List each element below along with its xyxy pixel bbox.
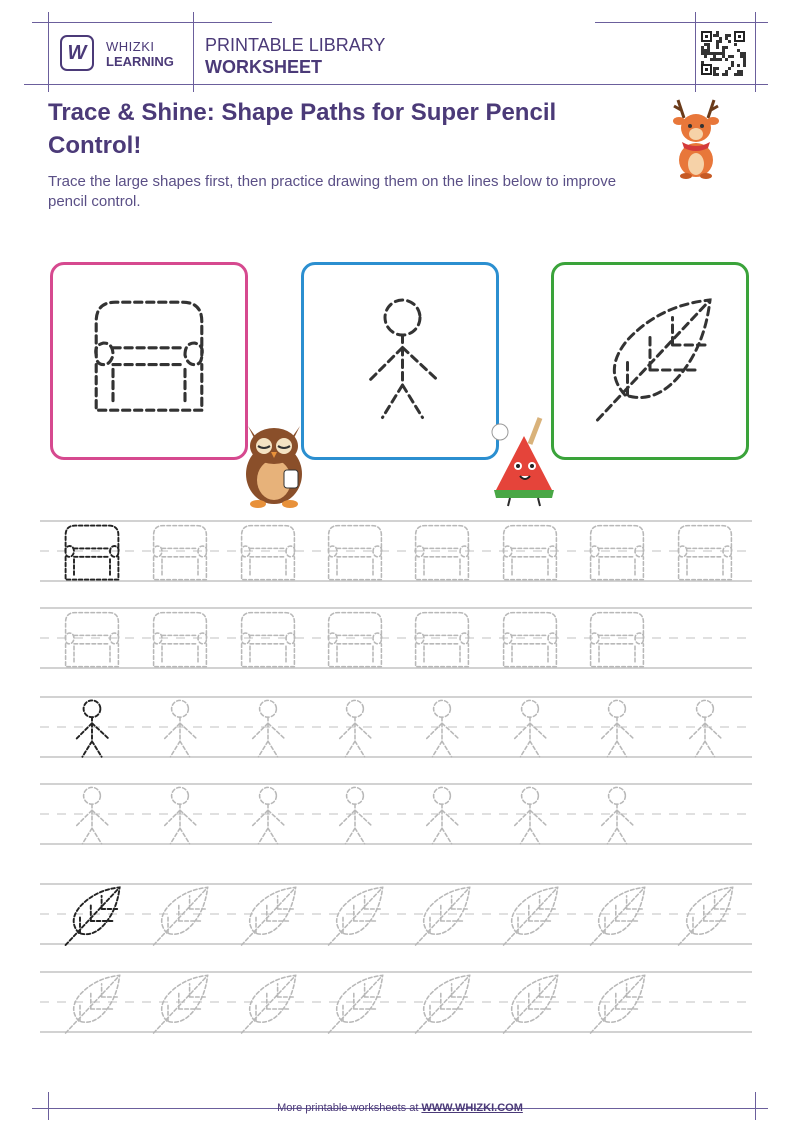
trace-leaf <box>66 887 120 945</box>
trace-leaf <box>591 975 645 1033</box>
trace-chair <box>153 613 206 667</box>
trace-chair <box>241 526 294 580</box>
footer <box>0 1102 800 1114</box>
instructions: Trace the large shapes first, then practice drawing them on the lines below to improve pencil control. <box>48 173 617 210</box>
practice-row-chair[interactable] <box>40 608 752 668</box>
practice-row-stick-figure[interactable] <box>40 697 752 757</box>
header-rule <box>24 84 768 85</box>
trace-leaf <box>416 887 470 945</box>
worksheet-label: WORKSHEET <box>205 57 322 77</box>
trace-chair <box>65 613 118 667</box>
trace-stick-figure <box>514 700 546 756</box>
trace-stick-figure <box>76 700 108 756</box>
logo-mark: W <box>67 41 87 64</box>
trace-chair <box>328 526 381 580</box>
watermelon-illustration <box>486 410 562 508</box>
trace-leaf <box>679 887 733 945</box>
trace-chair <box>678 526 731 580</box>
trace-chair <box>153 526 206 580</box>
header-rule <box>755 12 756 92</box>
trace-chair <box>328 613 381 667</box>
trace-leaf <box>504 975 558 1033</box>
practice-row-stick-figure[interactable] <box>40 784 752 844</box>
header-rule <box>193 12 194 92</box>
deer-illustration <box>668 96 724 180</box>
footer-text: More printable worksheets at <box>277 1102 422 1114</box>
trace-chair <box>241 613 294 667</box>
qr-code-icon[interactable] <box>700 30 746 76</box>
header-rule <box>32 22 272 23</box>
trace-stick-figure <box>601 787 633 843</box>
trace-leaf <box>416 975 470 1033</box>
trace-stick-figure <box>426 700 458 756</box>
trace-leaf <box>329 975 383 1033</box>
trace-leaf <box>154 975 208 1033</box>
trace-leaf <box>504 887 558 945</box>
trace-leaf <box>591 887 645 945</box>
shape-box-stick-figure <box>301 262 499 460</box>
trace-chair <box>590 526 643 580</box>
trace-stick-figure <box>426 787 458 843</box>
trace-stick-figure <box>601 700 633 756</box>
trace-stick-figure <box>252 700 284 756</box>
library-label: PRINTABLE LIBRARY <box>205 35 386 55</box>
trace-leaf <box>66 975 120 1033</box>
trace-stick-figure <box>514 787 546 843</box>
footer-link[interactable]: WWW.WHIZKI.COM <box>421 1102 523 1114</box>
trace-stick-figure <box>252 787 284 843</box>
trace-leaf <box>242 887 296 945</box>
practice-row-leaf[interactable] <box>40 972 752 1033</box>
practice-row-chair[interactable] <box>40 521 752 581</box>
trace-stick-figure <box>339 787 371 843</box>
practice-row-leaf[interactable] <box>40 884 752 945</box>
trace-stick-figure <box>689 700 721 756</box>
header-rule <box>48 12 49 92</box>
trace-chair <box>503 526 556 580</box>
page-title: Trace & Shine: Shape Paths for Super Pencil Control! <box>48 99 557 159</box>
owl-illustration <box>236 414 312 510</box>
whizki-logo[interactable] <box>60 35 94 71</box>
trace-chair <box>415 526 468 580</box>
trace-chair <box>415 613 468 667</box>
trace-stick-figure <box>164 787 196 843</box>
trace-stick-figure <box>339 700 371 756</box>
brand-subname: LEARNING <box>106 54 174 69</box>
trace-leaf <box>329 887 383 945</box>
header-rule <box>695 12 696 92</box>
brand-name: WHIZKI <box>106 39 155 54</box>
trace-chair <box>503 613 556 667</box>
trace-chair <box>590 613 643 667</box>
trace-stick-figure <box>164 700 196 756</box>
header-rule <box>595 22 768 23</box>
shape-box-leaf <box>551 262 749 460</box>
trace-chair <box>65 526 118 580</box>
trace-leaf <box>154 887 208 945</box>
practice-area[interactable] <box>0 500 800 1070</box>
trace-stick-figure <box>76 787 108 843</box>
shape-box-chair <box>50 262 248 460</box>
trace-leaf <box>242 975 296 1033</box>
